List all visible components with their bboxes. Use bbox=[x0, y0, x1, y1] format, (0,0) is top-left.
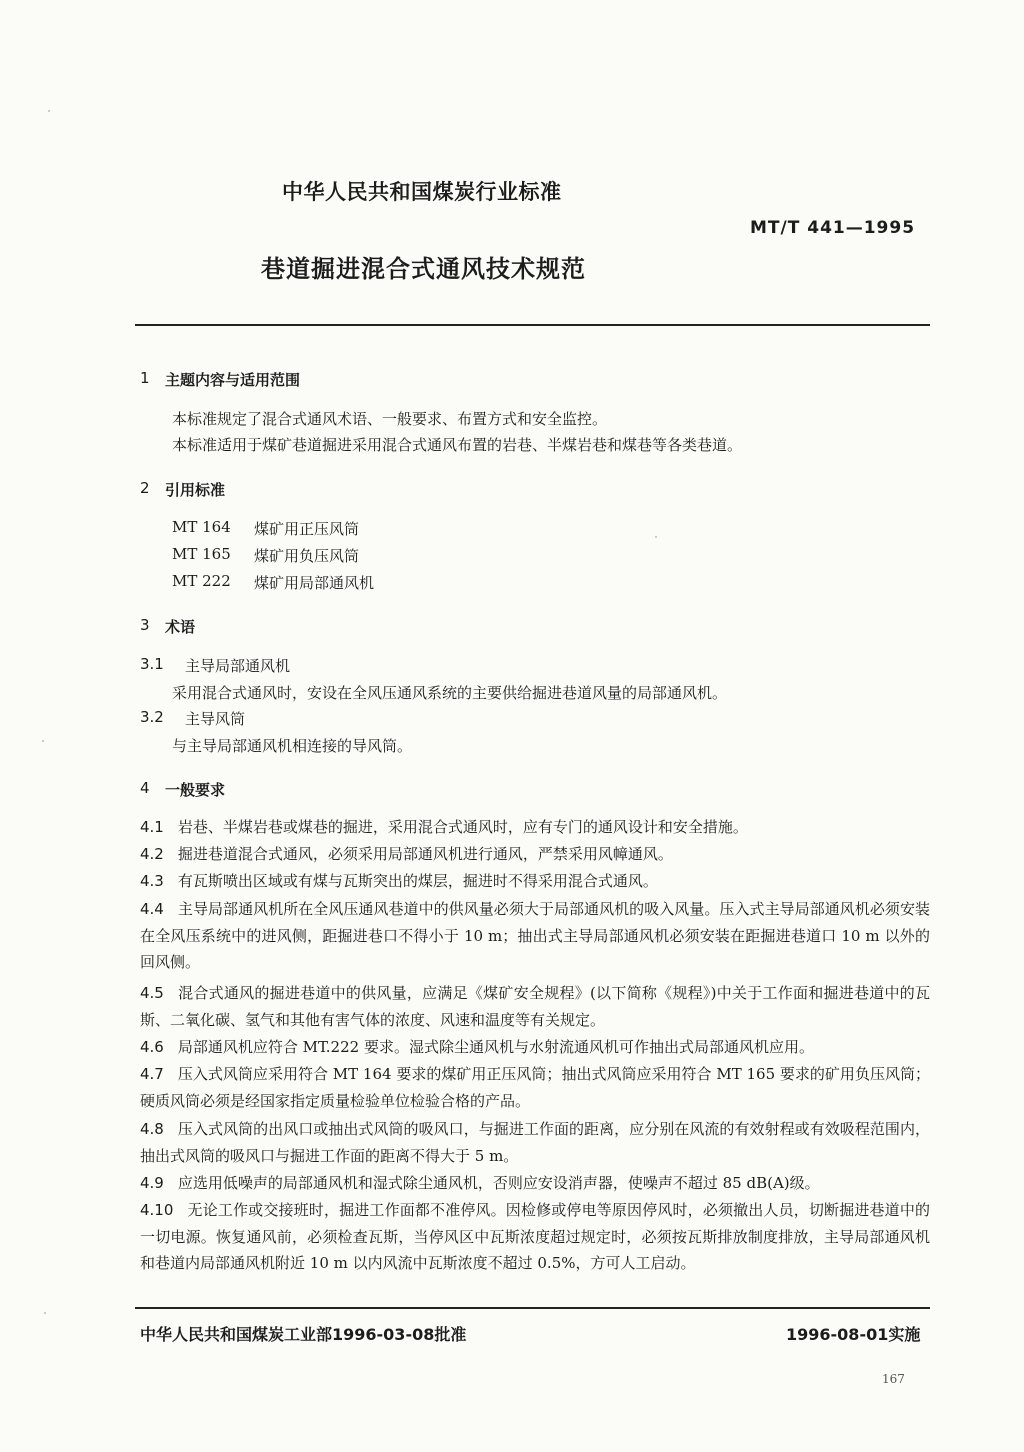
requirement-item bbox=[140, 1116, 930, 1169]
standard-code: MT/T 441—1995 bbox=[750, 218, 916, 238]
scan-speck bbox=[44, 1312, 46, 1314]
requirement-item bbox=[140, 868, 930, 895]
requirement-text: 无论工作或交接班时，掘进工作面都不准停风。因检修或停电等原因停风时，必须撤出人员，切断掘进巷道中的一切电源。恢复通风前，必须检查瓦斯，当停风区中瓦斯浓度超过规定时，必须按瓦斯排放制度排放，主导局部通风机和巷道内局部通风机附近 10 m 以内风流中瓦斯浓度不超过 0.5%，方可人工启动。 bbox=[140, 1201, 930, 1272]
requirement-item bbox=[140, 841, 930, 868]
requirement-number: 4.4 bbox=[140, 900, 164, 918]
requirement-text: 压入式风筒应采用符合 MT 164 要求的煤矿用正压风筒；抽出式风筒应采用符合 MT 165 要求的矿用负压风筒；硬质风筒必须是经国家指定质量检验单位检验合格的产品。 bbox=[140, 1065, 930, 1110]
reference-name: 煤矿用正压风筒 bbox=[254, 520, 360, 538]
scan-speck bbox=[48, 110, 50, 112]
section-1-paragraph-1: 本标准规定了混合式通风术语、一般要求、布置方式和安全监控。 bbox=[172, 410, 608, 428]
requirement-number: 4.9 bbox=[140, 1174, 164, 1192]
requirement-text: 局部通风机应符合 MT.222 要求。湿式除尘通风机与水射流通风机可作抽出式局部通风机应用。 bbox=[177, 1038, 814, 1056]
reference-code: MT 165 bbox=[172, 545, 231, 563]
reference-code: MT 164 bbox=[172, 518, 231, 536]
section-1-title: 主题内容与适用范围 bbox=[165, 371, 301, 389]
effective-date: 1996-08-01实施 bbox=[786, 1325, 921, 1344]
section-1-number: 1 bbox=[140, 369, 150, 387]
term-2-title: 主导风筒 bbox=[185, 710, 246, 728]
requirement-text: 有瓦斯喷出区域或有煤与瓦斯突出的煤层，掘进时不得采用混合式通风。 bbox=[177, 872, 658, 890]
requirement-item bbox=[140, 1034, 930, 1061]
section-4-title: 一般要求 bbox=[165, 781, 226, 799]
term-2-number: 3.2 bbox=[140, 708, 164, 726]
scan-speck bbox=[655, 536, 657, 538]
requirement-number: 4.2 bbox=[140, 845, 164, 863]
standard-category-title: 中华人民共和国煤炭行业标准 bbox=[282, 180, 562, 204]
section-1-paragraph-2: 本标准适用于煤矿巷道掘进采用混合式通风布置的岩巷、半煤岩巷和煤巷等各类巷道。 bbox=[172, 436, 743, 454]
requirement-number: 4.5 bbox=[140, 984, 164, 1002]
requirement-item bbox=[140, 896, 930, 976]
requirement-number: 4.6 bbox=[140, 1038, 164, 1056]
term-2-definition: 与主导局部通风机相连接的导风筒。 bbox=[172, 737, 413, 755]
section-2-title: 引用标准 bbox=[165, 481, 226, 499]
requirement-text: 主导局部通风机所在全风压通风巷道中的供风量必须大于局部通风机的吸入风量。压入式主导局部通风机必须安装在全风压系统中的进风侧，距掘进巷口不得小于 10 m；抽出式主导局部通风机必须安装在距掘进巷道口 10 m 以外的回风侧。 bbox=[140, 900, 930, 971]
section-3-number: 3 bbox=[140, 616, 150, 634]
requirement-text: 混合式通风的掘进巷道中的供风量，应满足《煤矿安全规程》(以下简称《规程》)中关于工作面和掘进巷道中的瓦斯、二氧化碳、氢气和其他有害气体的浓度、风速和温度等有关规定。 bbox=[140, 984, 930, 1029]
term-1-definition: 采用混合式通风时，安设在全风压通风系统的主要供给掘进巷道风量的局部通风机。 bbox=[172, 684, 728, 702]
requirement-text: 掘进巷道混合式通风，必须采用局部通风机进行通风，严禁采用风幛通风。 bbox=[177, 845, 673, 863]
reference-name: 煤矿用局部通风机 bbox=[254, 574, 375, 592]
requirement-text: 压入式风筒的出风口或抽出式风筒的吸风口，与掘进工作面的距离，应分别在风流的有效射程或有效吸程范围内，抽出式风筒的吸风口与掘进工作面的距离不得大于 5 m。 bbox=[140, 1120, 930, 1165]
approval-line: 中华人民共和国煤炭工业部1996-03-08批准 bbox=[140, 1325, 467, 1344]
requirement-item bbox=[140, 814, 930, 841]
requirement-item bbox=[140, 1061, 930, 1114]
requirement-number: 4.10 bbox=[140, 1201, 174, 1219]
header-divider bbox=[135, 324, 930, 326]
section-2-number: 2 bbox=[140, 479, 150, 497]
document-title: 巷道掘进混合式通风技术规范 bbox=[261, 255, 586, 283]
requirement-item bbox=[140, 980, 930, 1033]
scan-speck bbox=[42, 740, 44, 742]
requirement-item bbox=[140, 1197, 930, 1277]
requirement-text: 应选用低噪声的局部通风机和湿式除尘通风机，否则应安设消声器，使噪声不超过 85 dB(A)级。 bbox=[177, 1174, 820, 1192]
section-4-number: 4 bbox=[140, 779, 150, 797]
requirement-text: 岩巷、半煤岩巷或煤巷的掘进，采用混合式通风时，应有专门的通风设计和安全措施。 bbox=[177, 818, 748, 836]
requirement-number: 4.8 bbox=[140, 1120, 164, 1138]
requirement-number: 4.7 bbox=[140, 1065, 164, 1083]
term-1-title: 主导局部通风机 bbox=[185, 657, 291, 675]
section-3-title: 术语 bbox=[165, 618, 196, 636]
requirement-number: 4.3 bbox=[140, 872, 164, 890]
requirement-number: 4.1 bbox=[140, 818, 164, 836]
footer-divider bbox=[135, 1307, 930, 1309]
reference-code: MT 222 bbox=[172, 572, 231, 590]
term-1-number: 3.1 bbox=[140, 655, 164, 673]
page-number: 167 bbox=[882, 1372, 905, 1386]
reference-name: 煤矿用负压风筒 bbox=[254, 547, 360, 565]
requirement-item bbox=[140, 1170, 930, 1197]
